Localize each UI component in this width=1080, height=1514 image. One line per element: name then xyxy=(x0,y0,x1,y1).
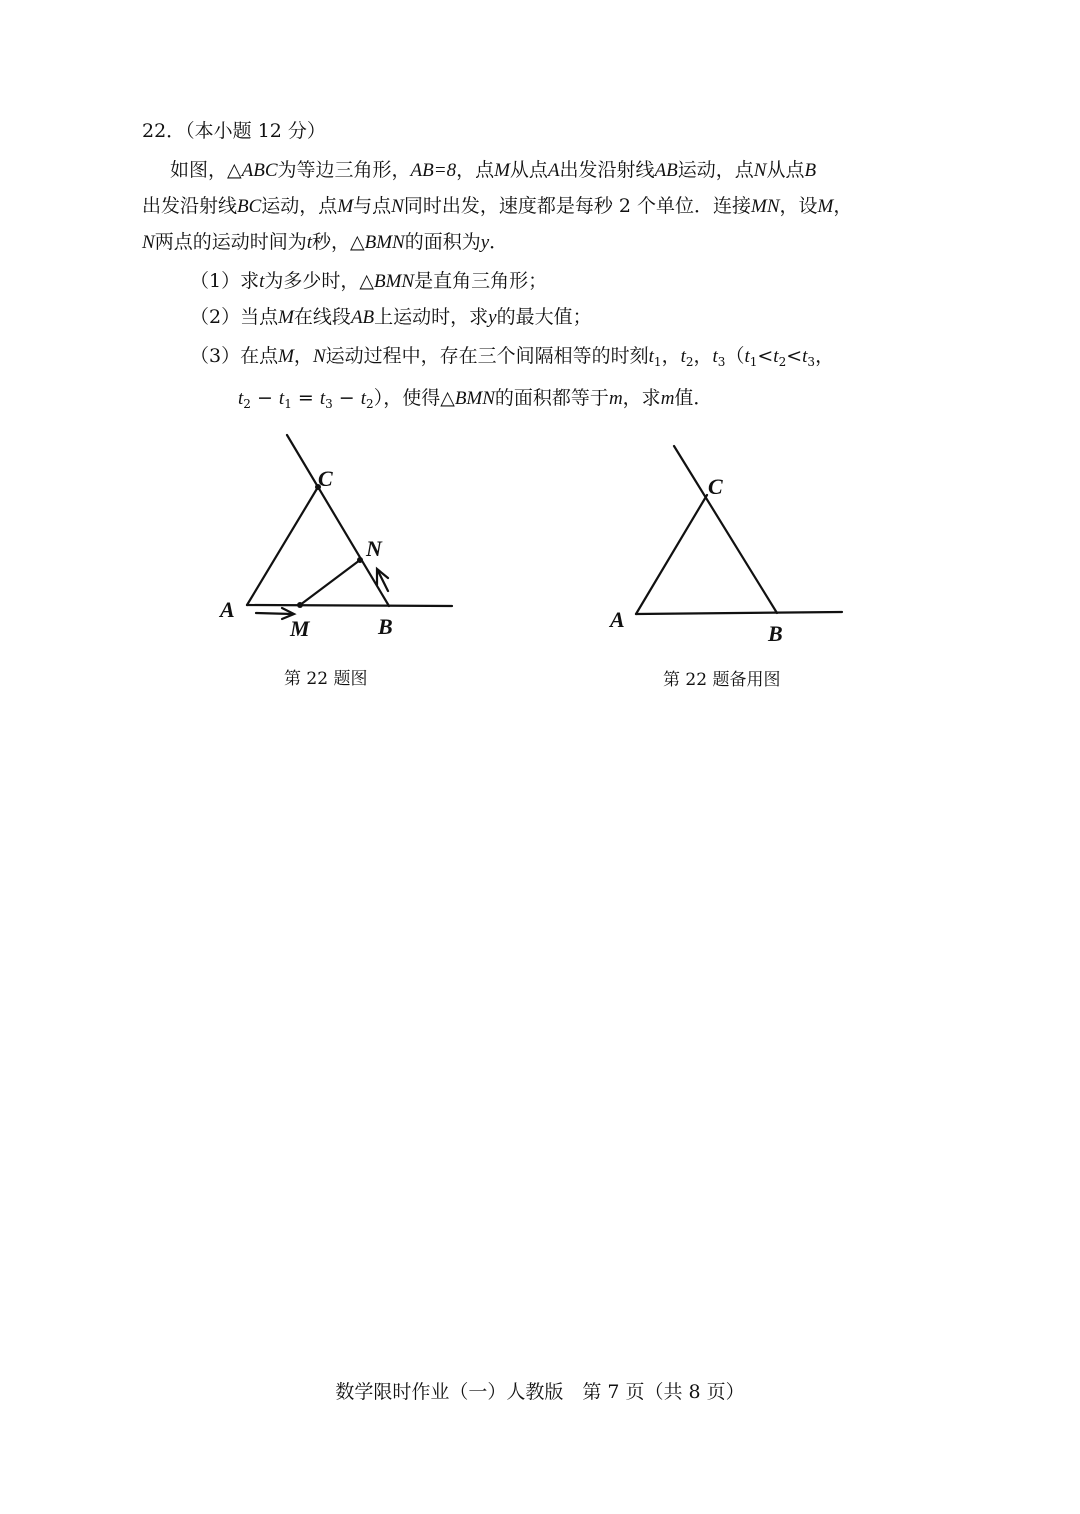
text: = xyxy=(291,387,320,409)
subscript: 3 xyxy=(807,355,816,369)
math-text: t xyxy=(259,271,265,292)
text: 的面积都等于 xyxy=(494,387,609,409)
math-text: △ABC xyxy=(227,160,278,181)
label-b: B xyxy=(378,614,393,639)
text: 出发沿射线 xyxy=(142,195,238,217)
math-text: BC xyxy=(237,196,262,217)
math-text: △BMN xyxy=(440,388,495,409)
subscript: 2 xyxy=(685,355,694,369)
text: 为多少时， xyxy=(264,270,360,292)
text: 秒， xyxy=(311,231,350,253)
text: 如图， xyxy=(170,159,228,181)
math-text: t xyxy=(319,388,326,409)
subscript: 1 xyxy=(653,355,662,369)
math-text: t xyxy=(360,388,367,409)
math-text: M xyxy=(278,346,294,367)
text: （ xyxy=(725,345,745,367)
problem-header: 22．（本小题 12 分） xyxy=(142,120,326,142)
text: 运动过程中，存在三个间隔相等的时刻 xyxy=(325,345,649,367)
text: 值． xyxy=(674,387,713,409)
math-text: AB xyxy=(654,160,678,181)
label-m: M xyxy=(290,616,310,641)
math-text: M xyxy=(337,196,354,217)
text: 与点 xyxy=(353,195,392,217)
text: 出发沿射线 xyxy=(559,159,655,181)
math-text: AB xyxy=(350,307,375,328)
math-text: t xyxy=(712,346,718,367)
label-a: A xyxy=(220,597,235,622)
ray-ab xyxy=(636,612,842,614)
text: 在线段 xyxy=(293,306,351,328)
text: ，点 xyxy=(456,159,495,181)
math-text: M xyxy=(494,160,510,181)
math-text: AB=8 xyxy=(410,160,457,181)
figure-22-caption: 第 22 题图 xyxy=(284,669,368,689)
text: 运动，点 xyxy=(261,195,338,217)
text: （3）在点 xyxy=(190,345,279,367)
math-text: M xyxy=(278,307,294,328)
math-text: N xyxy=(142,232,155,253)
text: ，求 xyxy=(622,387,661,409)
text: 上运动时，求 xyxy=(374,306,489,328)
text: 从点 xyxy=(766,159,805,181)
math-text: t xyxy=(238,388,244,409)
label-c: C xyxy=(708,474,723,499)
subscript: 1 xyxy=(749,355,758,369)
text: < xyxy=(786,345,803,367)
math-text: t xyxy=(306,232,312,253)
math-text: N xyxy=(312,346,326,367)
math-text: N xyxy=(753,160,767,181)
math-text: MN xyxy=(751,196,780,217)
label-a: A xyxy=(610,607,625,632)
label-c: C xyxy=(318,466,333,491)
math-text: N xyxy=(391,196,404,217)
text: 同时出发，速度都是每秒 2 个单位．连接 xyxy=(403,195,752,217)
text: 是直角三角形； xyxy=(414,270,548,292)
math-text: t xyxy=(773,346,779,367)
math-text: y xyxy=(480,232,490,253)
math-text: △BMN xyxy=(359,271,415,292)
math-text: t xyxy=(278,388,285,409)
subscript: 2 xyxy=(366,397,374,411)
subscript: 2 xyxy=(243,397,251,411)
text: ， xyxy=(661,345,681,367)
text: ， xyxy=(815,345,835,367)
text: − xyxy=(332,387,361,409)
text: ，设 xyxy=(779,195,818,217)
subscript: 3 xyxy=(325,397,333,411)
figure-22-backup-caption: 第 22 题备用图 xyxy=(663,670,781,690)
text: ， xyxy=(833,195,853,217)
math-text: y xyxy=(488,307,497,328)
segment-ac xyxy=(636,495,707,614)
text: （2）当点 xyxy=(190,306,279,328)
math-text: t xyxy=(802,346,808,367)
text: ． xyxy=(489,231,509,253)
text: ），使得 xyxy=(373,387,441,409)
label-n: N xyxy=(366,536,382,561)
subscript: 3 xyxy=(717,355,726,369)
subscript: 1 xyxy=(284,397,292,411)
math-text: t xyxy=(648,346,654,367)
math-text: m xyxy=(660,388,675,409)
math-text: B xyxy=(804,160,817,181)
math-text: t xyxy=(744,346,750,367)
ray-bc xyxy=(674,446,777,613)
math-text: m xyxy=(608,388,623,409)
text: 的最大值； xyxy=(496,306,592,328)
label-b: B xyxy=(768,621,783,646)
math-text: M xyxy=(817,196,834,217)
page-footer: 数学限时作业（一）人教版 第 7 页（共 8 页） xyxy=(335,1381,745,1403)
text: ， xyxy=(293,345,313,367)
math-text: △BMN xyxy=(350,232,405,253)
text: 运动，点 xyxy=(677,159,754,181)
subscript: 2 xyxy=(778,355,787,369)
text: 两点的运动时间为 xyxy=(154,231,307,253)
text: （1）求 xyxy=(190,270,260,292)
text: 的面积为 xyxy=(404,231,481,253)
math-text: A xyxy=(547,160,560,181)
text: 为等边三角形， xyxy=(277,159,411,181)
text: 从点 xyxy=(509,159,548,181)
text: < xyxy=(757,345,774,367)
math-text: t xyxy=(680,346,686,367)
text: ， xyxy=(693,345,713,367)
figure-22-backup-diagram xyxy=(0,0,1080,720)
text: − xyxy=(250,387,279,409)
